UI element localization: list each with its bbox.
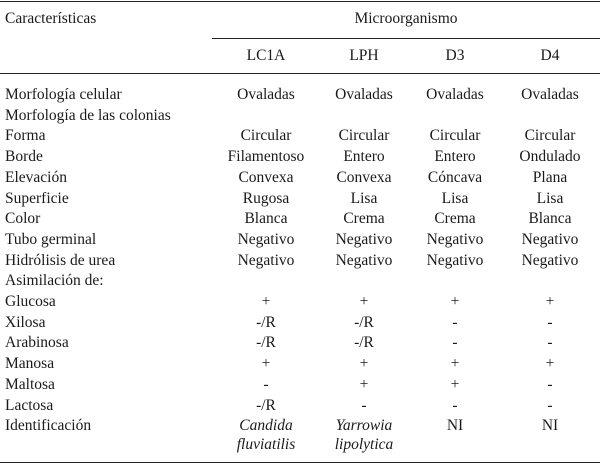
table-cell: Circular <box>338 127 390 144</box>
table-cell: - <box>452 314 458 331</box>
table-cell: Circular <box>524 127 576 144</box>
table-cell: - <box>452 397 458 414</box>
table-cell: - <box>547 397 553 414</box>
header-bottom-rule <box>0 73 600 74</box>
row-label: Glucosa <box>5 293 56 310</box>
table-cell: - <box>547 376 553 393</box>
table-cell: Ovaladas <box>335 86 393 103</box>
table-cell: Ovaladas <box>521 86 579 103</box>
row-label: Borde <box>5 148 43 165</box>
table-cell: - <box>263 376 269 393</box>
table-cell: + <box>261 293 271 310</box>
table-cell: Filamentoso <box>227 148 305 165</box>
table-cell: Convexa <box>336 169 392 186</box>
table-cell: -/R <box>256 314 276 331</box>
table-cell: Negativo <box>426 231 484 248</box>
table-cell: + <box>450 376 460 393</box>
table-cell: -/R <box>256 397 276 414</box>
table-cell: Entero <box>434 148 476 165</box>
identification-lc1a-genus: Candida <box>239 417 293 434</box>
table-cell: Cóncava <box>427 169 483 186</box>
table-cell: Crema <box>343 210 385 227</box>
table-cell: Lisa <box>441 190 469 207</box>
column-header-characteristics: Características <box>5 10 97 27</box>
table-cell: -/R <box>354 334 374 351</box>
row-label: Elevación <box>5 169 67 186</box>
table-cell: + <box>359 376 369 393</box>
identification-d4: NI <box>541 417 559 434</box>
row-label: Arabinosa <box>5 334 69 351</box>
row-label: Lactosa <box>5 397 54 414</box>
table-cell: + <box>359 355 369 372</box>
row-label: Morfología de las colonias <box>5 107 171 124</box>
table-cell: Ovaladas <box>237 86 295 103</box>
table-cell: Circular <box>429 127 481 144</box>
table-cell: + <box>450 355 460 372</box>
table-cell: Convexa <box>238 169 294 186</box>
row-label: Forma <box>5 127 46 144</box>
table-cell: Lisa <box>536 190 564 207</box>
table-cell: Entero <box>343 148 385 165</box>
table-cell: Negativo <box>521 231 579 248</box>
table-cell: + <box>545 355 555 372</box>
table-cell: Plana <box>532 169 568 186</box>
row-label: Xilosa <box>5 314 46 331</box>
table-cell: Blanca <box>528 210 572 227</box>
table-cell: Negativo <box>237 231 295 248</box>
table-cell: Crema <box>434 210 476 227</box>
row-label: Morfología celular <box>5 86 122 103</box>
table-cell: - <box>547 314 553 331</box>
identification-lc1a-species: fluviatilis <box>236 436 296 453</box>
table-cell: Blanca <box>244 210 288 227</box>
column-header-d4: D4 <box>540 47 560 64</box>
row-label-identificacion: Identificación <box>5 417 92 434</box>
microorganism-underline <box>212 38 600 39</box>
table-bottom-rule <box>0 462 600 463</box>
table-cell: Ovaladas <box>426 86 484 103</box>
column-header-lc1a: LC1A <box>246 47 286 64</box>
table-cell: - <box>361 397 367 414</box>
table-cell: -/R <box>354 314 374 331</box>
table-cell: + <box>261 355 271 372</box>
table-cell: Lisa <box>350 190 378 207</box>
row-label: Asimilación de: <box>5 272 104 289</box>
column-header-lph: LPH <box>349 47 379 64</box>
table-cell: - <box>547 334 553 351</box>
table-cell: Negativo <box>237 252 295 269</box>
row-label: Hidrólisis de urea <box>5 252 116 269</box>
row-label: Color <box>5 210 41 227</box>
column-header-d3: D3 <box>445 47 465 64</box>
row-label: Superficie <box>5 190 69 207</box>
table-cell: -/R <box>256 334 276 351</box>
row-label: Maltosa <box>5 376 55 393</box>
identification-lph-species: lipolytica <box>334 436 394 453</box>
column-header-microorganism: Microorganismo <box>354 10 458 27</box>
table-cell: Negativo <box>335 252 393 269</box>
table-cell: Ondulado <box>519 148 581 165</box>
table-cell: + <box>450 293 460 310</box>
table-top-rule <box>0 1 600 2</box>
identification-d3: NI <box>446 417 464 434</box>
table-cell: Rugosa <box>242 190 290 207</box>
row-label: Tubo germinal <box>5 231 97 248</box>
table-cell: + <box>359 293 369 310</box>
table-cell: Negativo <box>521 252 579 269</box>
row-label: Manosa <box>5 355 55 372</box>
table-cell: + <box>545 293 555 310</box>
table-cell: - <box>452 334 458 351</box>
table-cell: Negativo <box>335 231 393 248</box>
table-cell: Circular <box>240 127 292 144</box>
table-cell: Negativo <box>426 252 484 269</box>
identification-lph-genus: Yarrowia <box>335 417 393 434</box>
